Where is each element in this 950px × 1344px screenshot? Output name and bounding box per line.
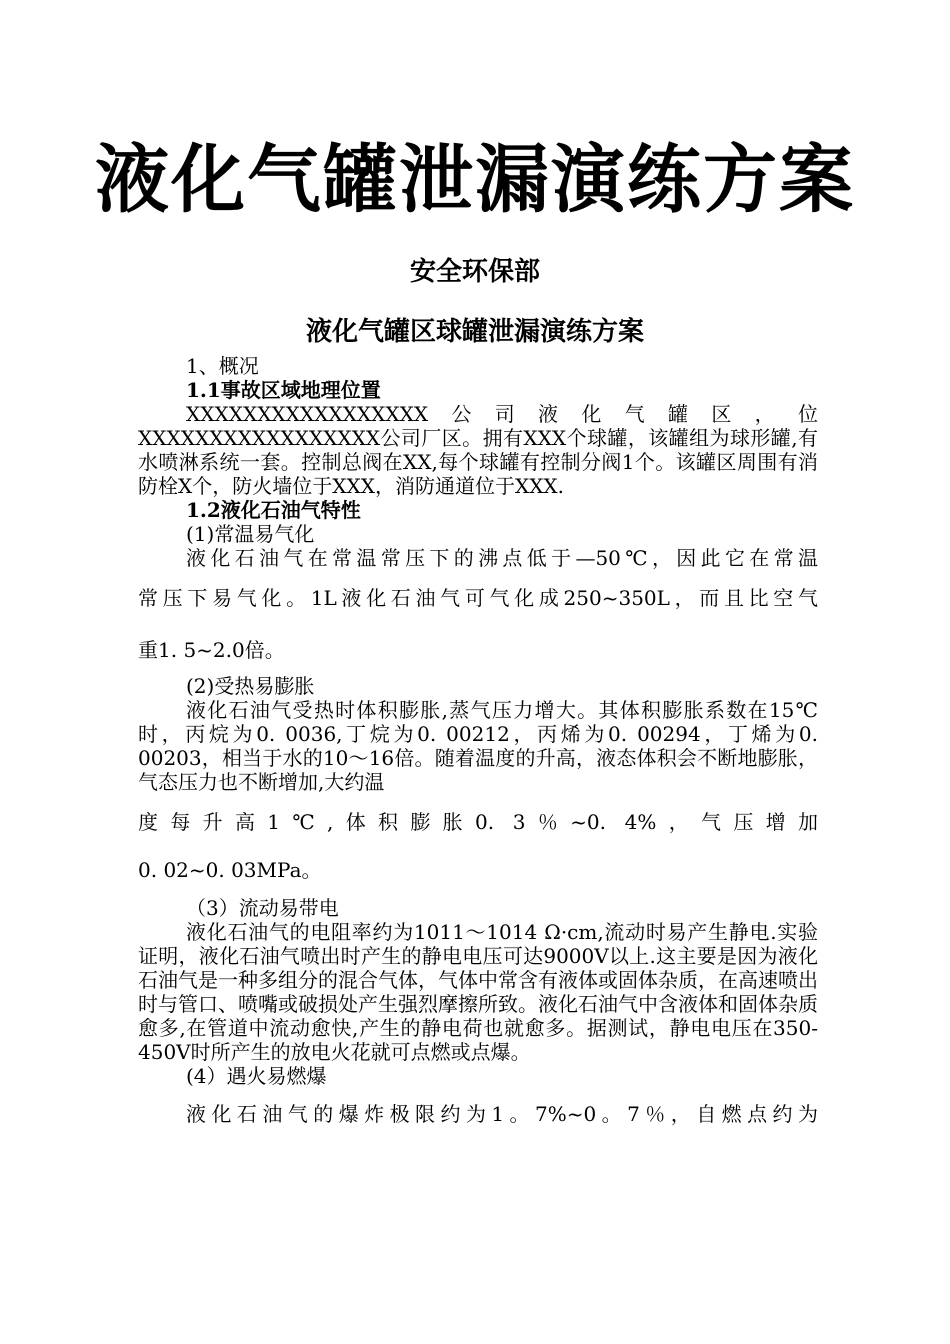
property-2-line-last: 0. 02~0. 03MPa。 xyxy=(138,858,322,882)
property-2-heading: (2)受热易膨胀 xyxy=(186,674,315,698)
property-2-paragraph: 液化石油气受热时体积膨胀,蒸气压力增大。其体积膨胀系数在15℃时，丙烷为0. 0036,丁烷为0. 00212，丙烯为0. 00294，丁烯为0. 00203，相当于水的10～16倍。随着温度的升高，液态体积会不断地膨胀，气态压力也不断增加,大约温 xyxy=(138,698,818,794)
property-1-line-1: 液化石油气在常温常压下的沸点低于—50℃，因此它在常温 xyxy=(186,546,818,570)
section-1-1-heading: 1.1事故区域地理位置 xyxy=(186,378,381,402)
property-4-heading: (4）遇火易燃爆 xyxy=(186,1064,327,1088)
property-3-heading: （3）流动易带电 xyxy=(186,896,339,920)
property-4-line-1: 液化石油气的爆炸极限约为1。7%~0。7％，自燃点约为 xyxy=(186,1102,818,1126)
property-1-heading: (1)常温易气化 xyxy=(186,522,315,546)
document-body xyxy=(138,354,818,1126)
section-1-heading: 1、概况 xyxy=(186,354,259,378)
property-3-paragraph: 液化石油气的电阻率约为1011～1014 Ω·cm,流动时易产生静电.实验证明，液化石油气喷出时产生的静电电压可达9000V以上.这主要是因为液化石油气是一种多组分的混合气体，气体中常含有液体或固体杂质，在高速喷出时与管口、喷嘴或破损处产生强烈摩擦所致。液化石油气中含液体和固体杂质愈多,在管道中流动愈快,产生的静电荷也就愈多。据测试，静电电压在350-450V时所产生的放电火花就可点燃或点爆。 xyxy=(138,920,818,1064)
department-name: 安全环保部 xyxy=(409,257,540,287)
section-1-2-heading: 1.2液化石油气特性 xyxy=(186,498,361,522)
section-1-1-paragraph: XXXXXXXXXXXXXXXXX公司液化气罐区，位XXXXXXXXXXXXXXXXX公司厂区。拥有XXX个球罐，该罐组为球形罐,有水喷淋系统一套。控制总阀在XX,每个球罐有控制分阀1个。该罐区周围有消防栓X个，防火墙位于XXX，消防通道位于XXX. xyxy=(138,402,818,498)
document-title: 液化气罐泄漏演练方案 xyxy=(95,137,855,223)
property-1-line-3: 重1. 5~2.0倍。 xyxy=(138,638,285,662)
property-1-line-2: 常压下易气化。1L液化石油气可气化成250~350L，而且比空气 xyxy=(138,586,818,610)
document-subtitle: 液化气罐区球罐泄漏演练方案 xyxy=(305,317,644,347)
property-2-line-wide: 度每升高1℃,体积膨胀0. 3％~0. 4%，气压增加 xyxy=(138,810,818,834)
